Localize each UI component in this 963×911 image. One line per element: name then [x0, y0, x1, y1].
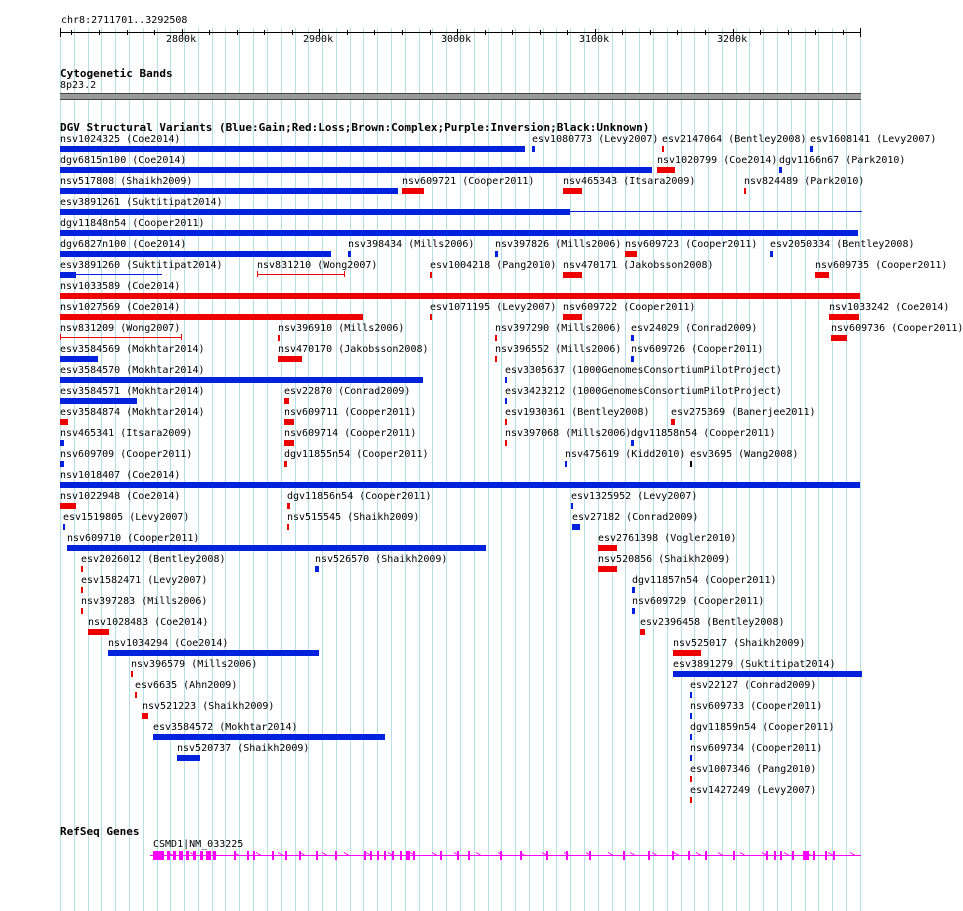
- sv-label[interactable]: dgv11857n54 (Cooper2011): [632, 575, 777, 586]
- sv-bar[interactable]: [632, 587, 635, 593]
- sv-label[interactable]: nsv831210 (Wong2007): [257, 260, 378, 271]
- ruler-minor-tick: [705, 30, 706, 35]
- sv-bar[interactable]: [60, 167, 652, 173]
- gene-exon[interactable]: [457, 851, 459, 860]
- grid-line: [295, 28, 296, 911]
- sv-bar[interactable]: [81, 566, 83, 572]
- sv-bar[interactable]: [284, 419, 294, 425]
- sv-bar[interactable]: [153, 734, 385, 740]
- sv-bar[interactable]: [135, 692, 137, 698]
- sv-bar[interactable]: [657, 167, 675, 173]
- grid-line: [584, 28, 585, 911]
- grid-line: [405, 28, 406, 911]
- gene-exon[interactable]: [766, 851, 768, 860]
- gene-exon[interactable]: [193, 851, 196, 860]
- sv-span-cap: [344, 271, 345, 277]
- sv-label[interactable]: nsv609726 (Cooper2011): [631, 344, 764, 355]
- sv-bar[interactable]: [60, 293, 860, 299]
- sv-bar[interactable]: [690, 734, 692, 740]
- gene-exon[interactable]: [272, 851, 274, 860]
- ruler-minor-tick: [512, 30, 513, 35]
- sv-bar[interactable]: [278, 335, 280, 341]
- sv-label[interactable]: esv6635 (Ahn2009): [135, 680, 238, 691]
- sv-bar[interactable]: [142, 713, 148, 719]
- grid-line: [419, 28, 420, 911]
- ruler-minor-tick: [485, 30, 486, 35]
- sv-label[interactable]: nsv520856 (Shaikh2009): [598, 554, 731, 565]
- sv-label[interactable]: nsv515545 (Shaikh2009): [287, 512, 420, 523]
- gene-exon[interactable]: [780, 851, 782, 860]
- sv-span-cap: [257, 271, 258, 277]
- sv-label[interactable]: dgv11859n54 (Cooper2011): [690, 722, 835, 733]
- ruler-minor-tick: [567, 30, 568, 35]
- sv-label[interactable]: nsv609734 (Cooper2011): [690, 743, 823, 754]
- grid-line: [281, 28, 282, 911]
- grid-line: [308, 28, 309, 911]
- ruler-minor-tick: [264, 30, 265, 35]
- sv-bar[interactable]: [60, 146, 525, 152]
- sv-bar[interactable]: [402, 188, 424, 194]
- gene-exon[interactable]: [546, 851, 548, 860]
- gene-exon[interactable]: [833, 851, 835, 860]
- sv-label[interactable]: nsv609721 (Cooper2011): [402, 176, 535, 187]
- grid-line: [212, 28, 213, 911]
- ruler-minor-tick: [127, 30, 128, 35]
- ruler-minor-tick: [650, 30, 651, 35]
- sv-bar[interactable]: [690, 797, 692, 803]
- sv-bar[interactable]: [829, 314, 859, 320]
- grid-line: [225, 28, 226, 911]
- grid-line: [515, 28, 516, 911]
- sv-label[interactable]: nsv517808 (Shaikh2009): [60, 176, 193, 187]
- sv-bar[interactable]: [690, 755, 692, 761]
- sv-bar[interactable]: [60, 377, 423, 383]
- gene-exon[interactable]: [500, 851, 502, 860]
- grid-line: [253, 28, 254, 911]
- ruler-minor-tick: [237, 30, 238, 35]
- sv-label[interactable]: nsv397068 (Mills2006): [505, 428, 632, 439]
- sv-bar[interactable]: [278, 356, 302, 362]
- sv-bar[interactable]: [563, 314, 582, 320]
- sv-label[interactable]: esv1071195 (Levy2007): [430, 302, 557, 313]
- sv-bar[interactable]: [81, 608, 83, 614]
- cytoband-bar[interactable]: [60, 93, 861, 100]
- sv-label[interactable]: esv3891279 (Suktitipat2014): [673, 659, 836, 670]
- sv-bar[interactable]: [495, 356, 497, 362]
- sv-bar[interactable]: [495, 251, 498, 257]
- sv-bar[interactable]: [563, 188, 582, 194]
- sv-label[interactable]: esv2147064 (Bentley2008): [662, 134, 807, 145]
- sv-label[interactable]: nsv609733 (Cooper2011): [690, 701, 823, 712]
- grid-line: [377, 28, 378, 911]
- sv-bar[interactable]: [60, 356, 98, 362]
- gene-intron-line: [150, 855, 861, 856]
- gene-exon[interactable]: [825, 851, 827, 860]
- grid-line: [350, 28, 351, 911]
- sv-bar[interactable]: [315, 566, 319, 572]
- sv-label[interactable]: nsv396910 (Mills2006): [278, 323, 405, 334]
- sv-bar[interactable]: [60, 482, 860, 488]
- grid-line: [363, 28, 364, 911]
- sv-span-cap: [60, 334, 61, 340]
- gene-exon[interactable]: [413, 851, 415, 860]
- gene-exon[interactable]: [167, 851, 170, 860]
- sv-label[interactable]: esv27182 (Conrad2009): [572, 512, 699, 523]
- sv-label[interactable]: nsv526570 (Shaikh2009): [315, 554, 448, 565]
- sv-bar[interactable]: [505, 419, 507, 425]
- grid-line: [432, 28, 433, 911]
- cytoband-track-title: Cytogenetic Bands: [60, 67, 173, 80]
- gene-exon[interactable]: [299, 851, 301, 860]
- gene-exon[interactable]: [468, 851, 470, 860]
- ruler-minor-tick: [540, 30, 541, 35]
- sv-label[interactable]: esv24029 (Conrad2009): [631, 323, 758, 334]
- ruler-minor-tick: [209, 30, 210, 35]
- sv-label[interactable]: esv2026012 (Bentley2008): [81, 554, 226, 565]
- sv-bar[interactable]: [673, 650, 701, 656]
- gene-exon[interactable]: [213, 851, 216, 860]
- grid-line: [336, 28, 337, 911]
- sv-bar[interactable]: [572, 524, 580, 530]
- sv-bar[interactable]: [810, 146, 813, 152]
- sv-bar[interactable]: [690, 776, 692, 782]
- sv-bar[interactable]: [60, 188, 398, 194]
- sv-bar[interactable]: [284, 398, 289, 404]
- sv-bar[interactable]: [640, 629, 645, 635]
- sv-label[interactable]: nsv397290 (Mills2006): [495, 323, 622, 334]
- sv-bar[interactable]: [495, 335, 497, 341]
- ruler-minor-tick: [154, 30, 155, 35]
- ruler-minor-tick: [843, 30, 844, 35]
- sv-bar[interactable]: [60, 503, 76, 509]
- sv-label[interactable]: nsv609736 (Cooper2011): [831, 323, 963, 334]
- sv-bar[interactable]: [690, 461, 692, 467]
- sv-bar[interactable]: [284, 461, 287, 467]
- ruler-minor-tick: [347, 30, 348, 35]
- gene-exon[interactable]: [792, 851, 794, 860]
- grid-line: [501, 28, 502, 911]
- sv-label[interactable]: nsv465341 (Itsara2009): [60, 428, 193, 439]
- gene-exon[interactable]: [364, 851, 366, 860]
- sv-span-line[interactable]: [257, 274, 345, 275]
- gene-label[interactable]: CSMD1|NM_033225: [153, 839, 244, 850]
- sv-label[interactable]: esv3891261 (Suktitipat2014): [60, 197, 223, 208]
- ruler-minor-tick: [71, 30, 72, 35]
- gene-exon[interactable]: [377, 851, 379, 860]
- sv-bar[interactable]: [60, 230, 858, 236]
- ruler-minor-tick: [815, 30, 816, 35]
- sv-label[interactable]: esv1582471 (Levy2007): [81, 575, 208, 586]
- sv-bar[interactable]: [598, 566, 617, 572]
- sv-bar[interactable]: [430, 272, 432, 278]
- gene-exon[interactable]: [705, 851, 707, 860]
- sv-label[interactable]: esv1004218 (Pang2010): [430, 260, 557, 271]
- gene-exon[interactable]: [253, 851, 255, 860]
- sv-label[interactable]: nsv396579 (Mills2006): [131, 659, 258, 670]
- grid-line: [267, 28, 268, 911]
- sv-label[interactable]: esv1325952 (Levy2007): [571, 491, 698, 502]
- grid-line: [322, 28, 323, 911]
- sv-bar[interactable]: [505, 398, 507, 404]
- ruler-minor-tick: [374, 30, 375, 35]
- sv-label[interactable]: dgv6827n100 (Coe2014): [60, 239, 187, 250]
- gene-exon[interactable]: [335, 851, 337, 860]
- grid-line: [598, 28, 599, 911]
- sv-bar[interactable]: [625, 251, 637, 257]
- sv-label[interactable]: nsv1027569 (Coe2014): [60, 302, 181, 313]
- sv-bar[interactable]: [131, 671, 133, 677]
- sv-label[interactable]: nsv824489 (Park2010): [744, 176, 865, 187]
- cytoband-label: 8p23.2: [60, 80, 97, 91]
- sv-label[interactable]: esv1930361 (Bentley2008): [505, 407, 650, 418]
- ruler-tick-label: 3100k: [579, 34, 610, 45]
- sv-label[interactable]: esv2761398 (Vogler2010): [598, 533, 737, 544]
- grid-line: [488, 28, 489, 911]
- sv-label[interactable]: esv22870 (Conrad2009): [284, 386, 411, 397]
- gene-exon[interactable]: [285, 851, 287, 860]
- sv-bar[interactable]: [287, 524, 289, 530]
- sv-bar[interactable]: [779, 167, 782, 173]
- ruler-left-cap: [60, 28, 61, 37]
- grid-line: [239, 28, 240, 911]
- sv-label[interactable]: nsv609710 (Cooper2011): [67, 533, 200, 544]
- sv-bar[interactable]: [63, 524, 65, 530]
- sv-label[interactable]: dgv11856n54 (Cooper2011): [287, 491, 432, 502]
- sv-label[interactable]: esv1427249 (Levy2007): [690, 785, 817, 796]
- sv-bar[interactable]: [770, 251, 773, 257]
- gene-exon[interactable]: [520, 851, 522, 860]
- sv-label[interactable]: dgv6815n100 (Coe2014): [60, 155, 187, 166]
- sv-label[interactable]: esv1080773 (Levy2007): [532, 134, 659, 145]
- gene-exon[interactable]: [384, 851, 386, 860]
- sv-bar[interactable]: [565, 461, 567, 467]
- sv-bar[interactable]: [60, 461, 64, 467]
- gene-exon[interactable]: [589, 851, 591, 860]
- sv-bar[interactable]: [690, 692, 692, 698]
- sv-bar[interactable]: [60, 314, 363, 320]
- sv-bar[interactable]: [673, 671, 862, 677]
- ruler-tick-label: 3200k: [717, 34, 748, 45]
- sv-bar[interactable]: [60, 251, 331, 257]
- sv-bar[interactable]: [177, 755, 200, 761]
- sv-label[interactable]: nsv831209 (Wong2007): [60, 323, 181, 334]
- gene-exon[interactable]: [247, 851, 249, 860]
- gene-exon[interactable]: [316, 851, 318, 860]
- sv-label[interactable]: esv3695 (Wang2008): [690, 449, 799, 460]
- sv-bar[interactable]: [81, 587, 83, 593]
- sv-label[interactable]: nsv398434 (Mills2006): [348, 239, 475, 250]
- location-label: chr8:2711701..3292508: [61, 15, 188, 26]
- sv-label[interactable]: nsv1033242 (Coe2014): [829, 302, 950, 313]
- gene-exon[interactable]: [173, 851, 176, 860]
- gene-exon[interactable]: [733, 851, 735, 860]
- sv-label[interactable]: esv2396458 (Bentley2008): [640, 617, 785, 628]
- sv-bar[interactable]: [60, 398, 137, 404]
- sv-label[interactable]: nsv609729 (Cooper2011): [632, 596, 765, 607]
- sv-bar[interactable]: [88, 629, 109, 635]
- sv-bar[interactable]: [815, 272, 829, 278]
- sv-bar[interactable]: [631, 440, 634, 446]
- ruler-minor-tick: [677, 30, 678, 35]
- ruler-tick-label: 3000k: [441, 34, 472, 45]
- grid-line: [460, 28, 461, 911]
- sv-label[interactable]: esv3584569 (Mokhtar2014): [60, 344, 205, 355]
- ruler-minor-tick: [760, 30, 761, 35]
- sv-label[interactable]: esv22127 (Conrad2009): [690, 680, 817, 691]
- sv-label[interactable]: nsv465343 (Itsara2009): [563, 176, 696, 187]
- sv-bar[interactable]: [284, 440, 294, 446]
- gene-exon[interactable]: [566, 851, 568, 860]
- grid-line: [474, 28, 475, 911]
- ruler-minor-tick: [292, 30, 293, 35]
- sv-label[interactable]: nsv609709 (Cooper2011): [60, 449, 193, 460]
- sv-bar[interactable]: [287, 503, 290, 509]
- gene-exon[interactable]: [440, 851, 442, 860]
- sv-label[interactable]: esv3423212 (1000GenomesConsortiumPilotProject): [505, 386, 782, 397]
- sv-bar[interactable]: [505, 440, 507, 446]
- sv-bar[interactable]: [744, 188, 746, 194]
- sv-bar[interactable]: [505, 377, 507, 383]
- sv-label[interactable]: esv2050334 (Bentley2008): [770, 239, 915, 250]
- grid-line: [391, 28, 392, 911]
- sv-label[interactable]: nsv1034294 (Coe2014): [108, 638, 229, 649]
- ruler-minor-tick: [622, 30, 623, 35]
- sv-label[interactable]: nsv1033589 (Coe2014): [60, 281, 181, 292]
- sv-bar[interactable]: [631, 356, 634, 362]
- sv-label[interactable]: dgv11855n54 (Cooper2011): [284, 449, 429, 460]
- sv-label[interactable]: nsv521223 (Shaikh2009): [142, 701, 275, 712]
- gene-exon[interactable]: [672, 851, 674, 860]
- sv-label[interactable]: nsv609722 (Cooper2011): [563, 302, 696, 313]
- sv-bar[interactable]: [60, 272, 76, 278]
- sv-bar[interactable]: [671, 419, 675, 425]
- sv-label[interactable]: nsv609711 (Cooper2011): [284, 407, 417, 418]
- ruler-tick-label: 2800k: [166, 34, 197, 45]
- sv-bar[interactable]: [532, 146, 535, 152]
- dgv-track-title: DGV Structural Variants (Blue:Gain;Red:Loss;Brown:Complex;Purple:Inversion;Black:Unknown): [60, 121, 650, 134]
- gene-exon[interactable]: [160, 851, 164, 860]
- sv-bar[interactable]: [831, 335, 847, 341]
- sv-bar[interactable]: [108, 650, 319, 656]
- sv-label[interactable]: nsv396552 (Mills2006): [495, 344, 622, 355]
- gene-exon[interactable]: [648, 851, 650, 860]
- sv-label[interactable]: nsv397826 (Mills2006): [495, 239, 622, 250]
- sv-label[interactable]: esv1519805 (Levy2007): [63, 512, 190, 523]
- gene-exon[interactable]: [774, 851, 776, 860]
- sv-bar[interactable]: [690, 713, 692, 719]
- sv-label[interactable]: nsv1020799 (Coe2014): [657, 155, 778, 166]
- sv-label[interactable]: nsv1028483 (Coe2014): [88, 617, 209, 628]
- sv-label[interactable]: nsv609735 (Cooper2011): [815, 260, 948, 271]
- gene-exon[interactable]: [186, 851, 189, 860]
- sv-label[interactable]: nsv475619 (Kidd2010): [565, 449, 686, 460]
- grid-line: [612, 28, 613, 911]
- sv-label[interactable]: esv3584570 (Mokhtar2014): [60, 365, 205, 376]
- gene-exon[interactable]: [803, 851, 809, 860]
- sv-label[interactable]: nsv1024325 (Coe2014): [60, 134, 181, 145]
- gene-exon[interactable]: [400, 851, 402, 860]
- sv-span-line[interactable]: [60, 337, 182, 338]
- sv-label[interactable]: esv1608141 (Levy2007): [810, 134, 937, 145]
- sv-bar[interactable]: [60, 440, 64, 446]
- refseq-track-title: RefSeq Genes: [60, 825, 140, 838]
- gene-exon[interactable]: [200, 851, 203, 860]
- sv-label[interactable]: nsv525017 (Shaikh2009): [673, 638, 806, 649]
- gene-exon[interactable]: [813, 851, 815, 860]
- grid-line: [198, 28, 199, 911]
- gene-exon[interactable]: [179, 851, 183, 860]
- sv-bar[interactable]: [598, 545, 617, 551]
- ruler-minor-tick: [402, 30, 403, 35]
- sv-label[interactable]: nsv470170 (Jakobsson2008): [278, 344, 429, 355]
- sv-bar[interactable]: [571, 503, 573, 509]
- grid-line: [529, 28, 530, 911]
- sv-label[interactable]: nsv1018407 (Coe2014): [60, 470, 181, 481]
- sv-label[interactable]: esv3584572 (Mokhtar2014): [153, 722, 298, 733]
- sv-label[interactable]: nsv520737 (Shaikh2009): [177, 743, 310, 754]
- sv-bar[interactable]: [662, 146, 664, 152]
- ruler-tick-label: 2900k: [303, 34, 334, 45]
- gene-exon[interactable]: [206, 851, 211, 860]
- sv-label[interactable]: nsv470171 (Jakobsson2008): [563, 260, 714, 271]
- sv-bar[interactable]: [348, 251, 351, 257]
- gene-exon[interactable]: [392, 851, 394, 860]
- sv-bar[interactable]: [430, 314, 432, 320]
- sv-bar[interactable]: [563, 272, 582, 278]
- sv-label[interactable]: esv1007346 (Pang2010): [690, 764, 817, 775]
- sv-label[interactable]: dgv1166n67 (Park2010): [779, 155, 906, 166]
- ruler-minor-tick: [99, 30, 100, 35]
- gene-exon[interactable]: [153, 851, 160, 860]
- grid-line: [625, 28, 626, 911]
- sv-bar[interactable]: [632, 608, 635, 614]
- grid-line: [446, 28, 447, 911]
- sv-label[interactable]: nsv609723 (Cooper2011): [625, 239, 758, 250]
- ruler-axis-line: [60, 32, 860, 33]
- sv-label[interactable]: esv3305637 (1000GenomesConsortiumPilotProject): [505, 365, 782, 376]
- sv-label[interactable]: esv3891260 (Suktitipat2014): [60, 260, 223, 271]
- ruler-minor-tick: [788, 30, 789, 35]
- sv-span-cap: [181, 334, 182, 340]
- sv-bar[interactable]: [631, 335, 634, 341]
- sv-bar[interactable]: [60, 209, 570, 215]
- sv-bar[interactable]: [67, 545, 486, 551]
- sv-label[interactable]: esv3584571 (Mokhtar2014): [60, 386, 205, 397]
- grid-line: [653, 28, 654, 911]
- sv-label[interactable]: esv3584874 (Mokhtar2014): [60, 407, 205, 418]
- sv-bar[interactable]: [60, 419, 68, 425]
- sv-label[interactable]: dgv11848n54 (Cooper2011): [60, 218, 205, 229]
- gene-exon[interactable]: [688, 851, 690, 860]
- sv-label[interactable]: nsv609714 (Cooper2011): [284, 428, 417, 439]
- grid-line: [570, 28, 571, 911]
- grid-line: [543, 28, 544, 911]
- gene-exon[interactable]: [406, 851, 410, 860]
- grid-line: [639, 28, 640, 911]
- sv-label[interactable]: nsv1022948 (Coe2014): [60, 491, 181, 502]
- gene-exon[interactable]: [370, 851, 372, 860]
- sv-label[interactable]: nsv397283 (Mills2006): [81, 596, 208, 607]
- ruler-minor-tick: [430, 30, 431, 35]
- grid-line: [556, 28, 557, 911]
- ruler-right-cap: [860, 28, 861, 37]
- sv-label[interactable]: dgv11858n54 (Cooper2011): [631, 428, 776, 439]
- gene-exon[interactable]: [623, 851, 625, 860]
- gene-exon[interactable]: [234, 851, 236, 860]
- sv-label[interactable]: esv275369 (Banerjee2011): [671, 407, 816, 418]
